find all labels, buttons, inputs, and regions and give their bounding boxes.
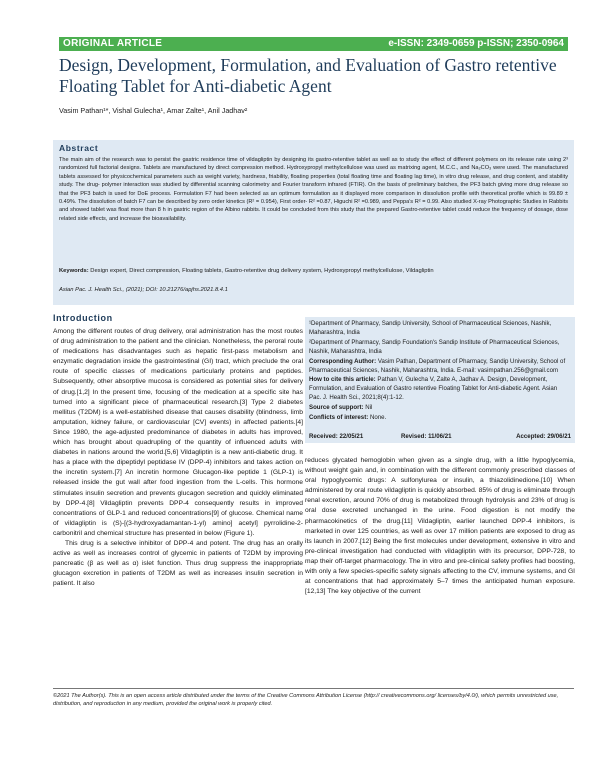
corresponding-author [309,358,571,376]
footer-divider [53,688,574,689]
left-column [53,327,303,589]
intro-paragraph-2: This drug is a selective inhibitor of DPP-4 and potent. The drug has an orally active as well as increases control of glycemic in patients of T2DM by improving pancreatic (β as well as α) islet function. Thus drug suppress the inappropriate glucagon excretion in patients of T2DM as well as increases insulin secretion in patient. It also [53,539,303,588]
license-footer: ©2021 The Author(s). This is an open access article distributed under the terms of the Creative Commons Attribution License (http:// creativecommons.org/ licenses/by/4.0/), which permits unrestricted use, distribution, and reproduction in any medium, provided the original work is properly cited. [53,693,559,707]
abstract-heading: Abstract [59,143,99,153]
introduction-heading: Introduction [53,313,113,323]
conflict-label: Conflicts of interest: [309,414,369,422]
article-type-label: ORIGINAL ARTICLE [63,38,163,49]
support-text: Nil [365,404,373,412]
affiliation-1: ¹Department of Pharmacy, Sandip University, School of Pharmaceutical Sciences, Nashik, Maharashtra, India [309,320,552,336]
abstract-box [53,140,574,305]
issn-label: e-ISSN: 2349-0659 p-ISSN; 2350-0964 [388,38,564,49]
keywords-label: Keywords: [59,268,89,274]
support-label: Source of support: [309,404,364,412]
author-list: Vasim Pathan¹*, Vishal Gulecha¹, Amar Zalte¹, Anil Jadhav² [59,106,248,115]
abstract-text: The main aim of the research was to persist the gastric residence time of vildagliptin by designing its gastro-retentive tablet as well as to study the effect of different polymers on its release rate using 2³ randomized full factorial designs. Tablets are manufactured by direct compression method. Hydroxypropyl methylcellulose was used as matrixing agent, M.C.C., and Na₂CO₃ were used. The manufactured tablets assessed for physicochemical parameters such as weight variety, hardness, friability, floating properties (total floating time and floating lag time), in vitro drug release, and drug content, and stability study. The drug- polymer interaction was studied by differential scanning calorimetry and Fourier transform infrared (FTIR). On the basis of preliminary batches, the PF3 batch giving more drug release so that the PF3 batch is used for DoE process. Formulation F7 had been selected as an optimum formulation as it displayed more comparison in dissolution profile with theoretical profile which is 99.89 ± 0.49%. The dissolution of batch F7 can be described by zero order kinetics (R² = 0.954), First order- R² =0.87, Higuchi R² =0.989, and Peppa's R² = 0.99. Also studied X-ray Photographic Studies in Rabbits and showed tablet was float more than 8 h in gastric region of the Albino rabbits. It could be concluded from this study that the prepared Gastro-retentive tablet could reduce the frequency of dosage, dose related side effects, and increase the bioavailability. [59,157,568,222]
source-of-support [309,404,571,413]
cite-label: How to cite this article: [309,376,376,384]
article-title: Design, Development, Formulation, and Evaluation of Gastro retentive Floating Tablet for Anti-diabetic Agent [59,55,557,96]
corresponding-text: Vasim Pathan, Department of Pharmacy, Sandip University, School of Pharmaceutical Sciences, Nashik, Maharashtra, India. E-mail: vasimpathan.256@gmail.com [309,357,566,374]
right-column [305,456,575,597]
journal-citation: Asian Pac. J. Health Sci., (2021); DOI: 10.21276/apjhs.2021.8.4.1 [59,287,228,293]
conflicts-of-interest [309,414,571,423]
affiliation-2: ²Department of Pharmacy, Sandip Foundation's Sandip Institute of Pharmaceutical Sciences, Nashik, Maharashtra, India [309,338,560,355]
cite-text: Pathan V, Gulecha V, Zalte A, Jadhav A. Design, Development, Formulation, and Evaluation of Gastro retentive Floating Tablet for Anti-diabetic Agent. Asian Pac. J. Health Sci., 2021;8(4):1-12. [309,376,558,402]
revised-date: Revised: 11/06/21 [401,433,452,440]
received-date: Received: 22/05/21 [309,433,364,440]
keywords [59,267,568,275]
intro-paragraph-1: Among the different routes of drug delivery, oral administration has the most routes of drug administration to the patient and the clinician. Nonetheless, the peroral route of medications has disadvantages such as hepatic first-pass metabolism and enzymatic degradation inside the gastrointestinal (GI) tract, which preclude the oral route of specific classes of medications particularly proteins and peptides. Subsequently, other absorptive mucosa is considered as potential sites for delivery of drug.[1,2] In the present time, focusing of the medication at a specific site has turned into a significant piece of pharmaceutical research.[3] Type 2 diabetes mellitus (T2DM) is a well-established disease that causes disability (blindness, limb amputation, kidney failure, or cardiovascular [CV] events) in affected patients.[4] Since 1980, the age-adjusted predominance of diabetes in adults has improved, which has brought about quadrupling of the quantity of influenced adults with diabetes in nations around the world.[5,6] Vildagliptin is a new anti-diabetic drug. It has a place with the dipeptidyl peptidase IV (DPP-4) inhibitors and takes action on the incretin system.[7] An incretin hormone Glucagon-like peptide 1 (GLP-1) is released inside the gut wall after food ingestion from the L-cells. This hormone stimulates insulin secretion and prevents glucagon secretion and quickly eliminated by DPP-4.[8] Vildagliptin prevents DPP-4 consequently results in improved concentrations of GLP-1 and reduced concentrations[9] of glucose. Chemical name of vildagliptin is (S)-[(3-hydroxyadamantan-1-yl) amino] acetyl] pyrrolidine-2- carbonitril and chemical structure has presented in below (Figure 1). [53,328,303,537]
article-info-box [305,317,575,443]
corresponding-label: Corresponding Author: [309,357,377,365]
how-to-cite [309,376,571,403]
journal-header-bar [59,37,568,51]
accepted-date: Accepted: 29/06/21 [516,433,571,440]
intro-paragraph-3: reduces glycated hemoglobin when given as a single drug, with a little hypoglycemia, without weight gain and, in combination with the different commonly prescribed classes of oral hypoglycemic drugs: A sulfonylurea or insulin, a thiazolidinedione.[10] When administered by oral route vildagliptin is quickly absorbed. 85% of drug is eliminate through renal excretion, around 70% of drug is metabolized through hydrolysis and 23% of drug is oral dose excreted unchanged in the urine. Food digestion is not modify the pharmacokinetics of the drug.[11] Vildagliptin, earlier launched DPP-4 inhibitors, is marketed in over 125 countries, as well as over 17 million patients are exposed to drug as its launch in 2007.[12] Being the first molecules under development, extensive in vitro and pre-clinical investigation had conducted with vildagliptin with its precursor, DPP-728, to map their off-target pharmacology. The in vitro and pre-clinical safety profiles had boosting, with only a few species-specific safety signals affecting to the CV, immune systems, and GI at concentrations that had approximately 5–7 times the anticipated human exposure.[12,13] The key objective of the current [305,457,575,596]
keywords-text: Design expert, Direct compression, Floating tablets, Gastro-retentive drug delivery system, Hydroxypropyl methylcellulose, Vildagliptin [90,268,434,274]
conflict-text: None. [369,414,387,422]
